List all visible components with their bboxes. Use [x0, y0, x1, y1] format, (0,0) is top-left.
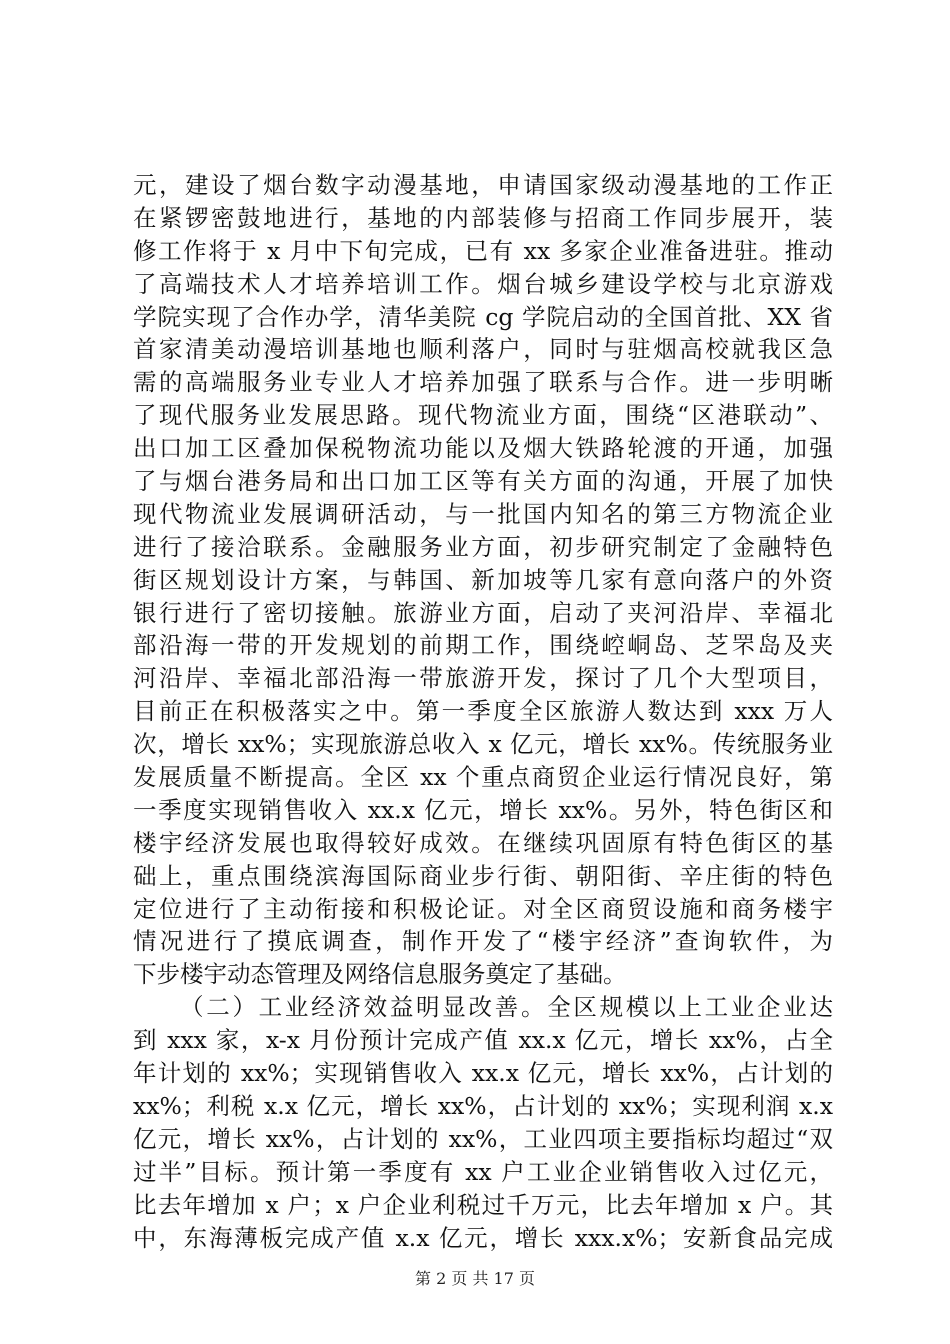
text-line: 进行了接洽联系。金融服务业方面，初步研究制定了金融特色 — [133, 532, 833, 561]
text-line: 础上，重点围绕滨海国际商业步行街、朝阳街、辛庄街的特色 — [133, 861, 833, 890]
text-line: 了与烟台港务局和出口加工区等有关方面的沟通，开展了加快 — [133, 467, 833, 496]
text-line: 需的高端服务业专业人才培养加强了联系与合作。进一步明晰 — [133, 368, 833, 397]
text-line: 一季度实现销售收入 xx.x 亿元，增长 xx%。另外，特色街区和 — [133, 795, 833, 824]
text-line: 过半”目标。预计第一季度有 xx 户工业企业销售收入过亿元， — [133, 1157, 833, 1186]
text-line: 元，建设了烟台数字动漫基地，申请国家级动漫基地的工作正 — [133, 171, 833, 199]
text-line: 修工作将于 x 月中下旬完成，已有 xx 多家企业准备进驻。推动 — [133, 236, 833, 265]
text-line: 出口加工区叠加保税物流功能以及烟大铁路轮渡的开通，加强 — [133, 434, 833, 463]
text-line: 亿元，增长 xx%，占计划的 xx%，工业四项主要指标均超过“双 — [133, 1124, 833, 1153]
text-line: 情况进行了摸底调查，制作开发了“楼宇经济”查询软件，为 — [133, 927, 833, 956]
text-line: 下步楼宇动态管理及网络信息服务奠定了基础。 — [133, 960, 627, 989]
text-line: 发展质量不断提高。全区 xx 个重点商贸企业运行情况良好，第 — [133, 763, 833, 792]
text-line: 河沿岸、幸福北部沿海一带旅游开发，探讨了几个大型项目， — [133, 664, 833, 693]
text-line: 了现代服务业发展思路。现代物流业方面，围绕“区港联动”、 — [133, 401, 833, 430]
text-line: 在紧锣密鼓地进行，基地的内部装修与招商工作同步展开，装 — [133, 203, 833, 232]
text-line: 比去年增加 x 户；x 户企业利税过千万元，比去年增加 x 户。其 — [133, 1190, 833, 1219]
text-line: 部沿海一带的开发规划的前期工作，围绕崆峒岛、芝罘岛及夹 — [133, 631, 833, 660]
text-line: 楼宇经济发展也取得较好成效。在继续巩固原有特色街区的基 — [133, 828, 833, 857]
text-line: xx%；利税 x.x 亿元，增长 xx%，占计划的 xx%；实现利润 x.x — [133, 1091, 833, 1120]
text-line: 银行进行了密切接触。旅游业方面，启动了夹河沿岸、幸福北 — [133, 598, 833, 627]
text-line: 目前正在积极落实之中。第一季度全区旅游人数达到 xxx 万人 — [133, 697, 833, 726]
text-line: 了高端技术人才培养培训工作。烟台城乡建设学校与北京游戏 — [133, 269, 833, 298]
section-heading-line: （二）工业经济效益明显改善。全区规模以上工业企业达 — [180, 993, 833, 1022]
text-line: 现代物流业发展调研活动，与一批国内知名的第三方物流企业 — [133, 499, 833, 528]
text-line: 街区规划设计方案，与韩国、新加坡等几家有意向落户的外资 — [133, 565, 833, 594]
body-text — [133, 169, 833, 1254]
text-line: 到 xxx 家，x-x 月份预计完成产值 xx.x 亿元，增长 xx%，占全 — [133, 1026, 833, 1055]
text-line: 年计划的 xx%；实现销售收入 xx.x 亿元，增长 xx%，占计划的 — [133, 1059, 833, 1088]
text-line: 次，增长 xx%；实现旅游总收入 x 亿元，增长 xx%。传统服务业 — [133, 730, 833, 759]
text-line: 首家清美动漫培训基地也顺利落户，同时与驻烟高校就我区急 — [133, 335, 833, 364]
text-line: 中，东海薄板完成产值 x.x 亿元，增长 xxx.x%；安新食品完成 — [133, 1223, 833, 1252]
text-line: 定位进行了主动衔接和积极论证。对全区商贸设施和商务楼宇 — [133, 894, 833, 923]
page-number-footer: 第 2 页 共 17 页 — [415, 1269, 535, 1288]
text-line: 学院实现了合作办学，清华美院 cg 学院启动的全国首批、XX 省 — [133, 302, 833, 331]
